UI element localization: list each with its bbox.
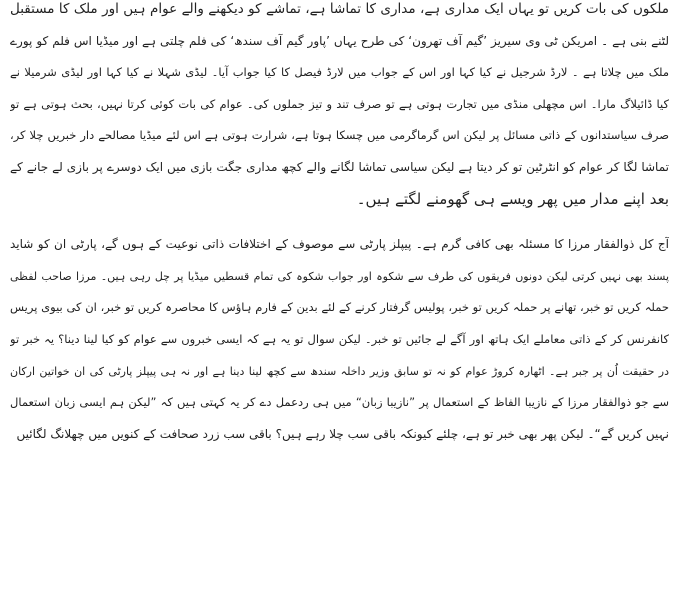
- paragraph-line: تماشا لگا کر عوام کو انٹرٹین تو کر دیتا ہے لیکن سیاسی تماشا لگانے والے کچھ مداری جگت بازی میں ایک دوسرے پر بازی لے جانے کے: [10, 159, 669, 174]
- paragraph-line: بعد اپنے مدار میں پھر ویسے ہی گھومنے لگتے ہیں۔: [356, 189, 669, 208]
- paragraph-2: [10, 229, 669, 450]
- paragraph-spacer: [10, 215, 669, 229]
- paragraph-line: لٹنے بنی ہے ۔ امریکن ٹی وی سیریز ’گیم آف تھرون‘ کی طرح یہاں ’پاور گیم آف سندھ‘ کی فلم چلتی ہے اور میڈیا اس فلم کو پورے: [10, 33, 669, 48]
- paragraph-line: ملک میں چلاتا ہے ۔ لارڈ شرجیل نے کیا کہا اور اس کے جواب میں لارڈ فیصل کا کیا جواب آیا۔ لیڈی شہلا نے کیا کہا اور لیڈی شرمیلا نے: [10, 65, 669, 80]
- paragraph-line: کیا ڈائیلاگ مارا۔ اس مچھلی منڈی میں تجارت ہوتی ہے تو صرف تند و تیز جملوں کی۔ عوام کی بات کوئی کرتا نہیں، بحث ہوتی ہے تو: [10, 96, 669, 111]
- paragraph-1: [10, 0, 669, 215]
- paragraph-line: در حقیقت اُن پر جبر ہے۔ اٹھارہ کروڑ عوام کو نہ تو سابق وزیر داخلہ سندھ سے کچھ لینا دینا ہے اور نہ ہی پیپلز پارٹی کی ان خواتین ارکان: [10, 364, 669, 378]
- paragraph-line: صرف سیاستدانوں کے ذاتی مسائل پر لیکن اس گرماگرمی میں چسکا ہوتا ہے، شرارت ہوتی ہے اس لئے میڈیا مصالحے دار خبریں چلا کر،: [10, 128, 669, 143]
- paragraph-line: پسند بھی نہیں کرتی لیکن دونوں فریقوں کی طرف سے شکوہ اور جواب شکوہ کی تمام قسطیں میڈیا پر چل رہی ہیں۔ مرزا صاحب لفظی: [10, 269, 669, 283]
- article-body: [10, 0, 669, 450]
- paragraph-line: حملہ کریں تو خبر، تھانے پر حملہ کریں تو خبر، پولیس گرفتار کرنے کے لئے بدین کے فارم ہاؤس کا محاصرہ کریں تو خبر، ان کی بیوی پریس: [10, 300, 669, 315]
- paragraph-line: آج کل ذوالفقار مرزا کا مسئلہ بھی کافی گرم ہے۔ پیپلز پارٹی سے موصوف کے اختلافات ذاتی نوعیت کے ہوں گے، پارٹی ان کو شاید: [10, 237, 669, 252]
- paragraph-line: سے جو ذوالفقار مرزا کے نازیبا الفاظ کے استعمال پر ”نازیبا زبان“ میں ہی ردعمل دے کر یہ کہتی ہیں کہ ”لیکن ہم ایسی زبان استعمال: [10, 395, 669, 410]
- paragraph-line: ملکوں کی بات کریں تو یہاں ایک مداری ہے، مداری کا تماشا ہے، تماشے کو دیکھنے والے عوام ہیں اور ملک کا مستقبل: [10, 1, 669, 17]
- paragraph-line: نہیں کریں گے“۔ لیکن پھر بھی خبر تو ہے، چلئے کیونکہ باقی سب چلا رہے ہیں؟ باقی سب زرد صحافت کے کنویں میں چھلانگ لگائیں: [16, 426, 669, 441]
- paragraph-line: کانفرنس کر کے ذاتی معاملے ایک ہاتھ اور آگے لے جائیں تو خبر۔ لیکن سوال تو یہ ہے کہ ایسی خبروں سے عوام کو کیا لینا دینا؟ یہ خبر تو: [10, 331, 669, 346]
